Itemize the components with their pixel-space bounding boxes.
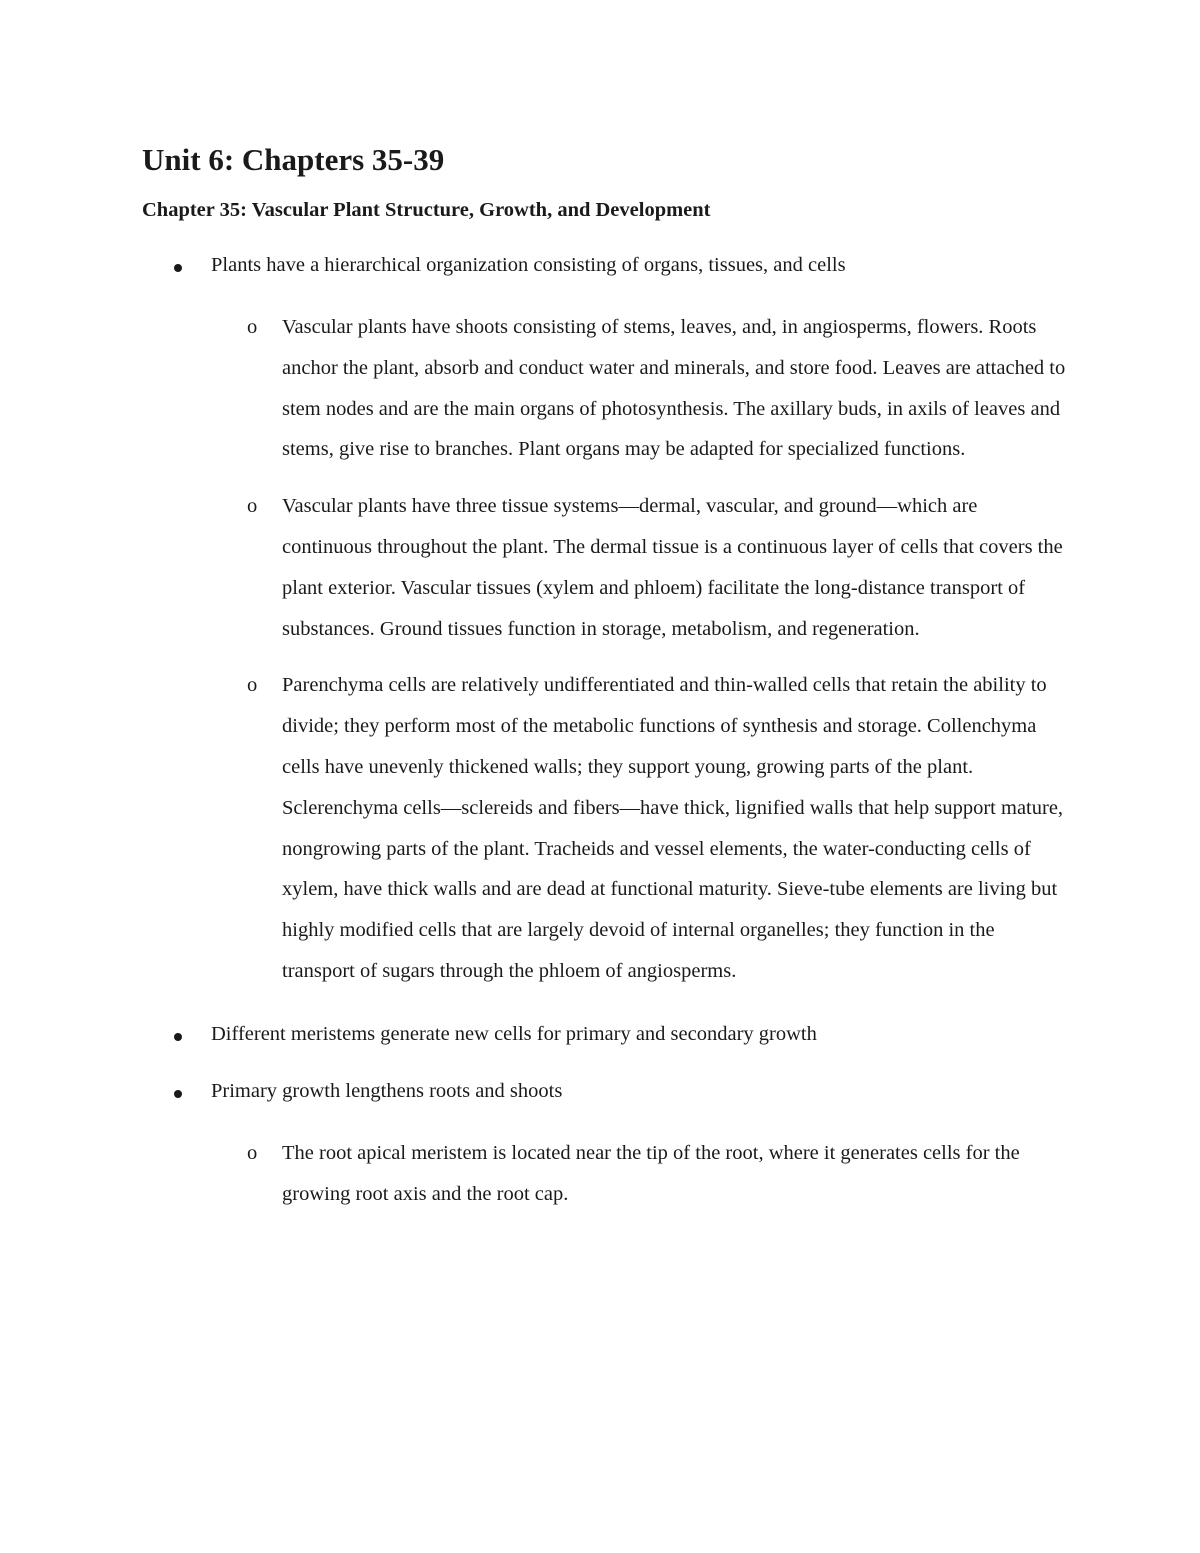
sub-item-text: Parenchyma cells are relatively undifferentiated and thin-walled cells that retain the ability to divide; they perform most of the metabolic functions of synthesis and storage. Collenchyma cells have unevenly thickened walls; they support young, growing parts of the plant. Sclerenchyma cells—sclereids and fibers—have thick, lignified walls that help support mature, nongrowing parts of the plant. Tracheids and vessel elements, the water-conducting cells of xylem, have thick walls and are dead at functional maturity. Sieve-tube elements are living but highly modified cells that are largely devoid of internal organelles; they function in the transport of sugars through the phloem of angiosperms. xyxy=(282,674,1064,982)
bullet-list xyxy=(142,251,1072,1214)
sub-bullet-icon: o xyxy=(247,1141,258,1164)
bullet-icon xyxy=(174,1090,182,1098)
sub-item xyxy=(211,486,1072,649)
sub-item xyxy=(211,665,1072,991)
document-page xyxy=(142,140,1072,1214)
sub-item-text: The root apical meristem is located near the tip of the root, where it generates cells for the growing root axis and the root cap. xyxy=(282,1141,1020,1205)
bullet-item xyxy=(142,1077,1072,1215)
sub-item xyxy=(211,1133,1072,1215)
bullet-text: Different meristems generate new cells for primary and secondary growth xyxy=(211,1022,817,1045)
bullet-text: Primary growth lengthens roots and shoots xyxy=(211,1079,563,1102)
bullet-item xyxy=(142,1020,1072,1049)
sub-bullet-icon: o xyxy=(247,495,258,518)
bullet-icon xyxy=(174,1033,182,1041)
bullet-item xyxy=(142,251,1072,992)
chapter-heading: Chapter 35: Vascular Plant Structure, Growth, and Development xyxy=(142,199,711,221)
sub-item-text: Vascular plants have shoots consisting of stems, leaves, and, in angiosperms, flowers. Roots anchor the plant, absorb and conduct water and minerals, and store food. Leaves are attached to stem nodes and are the main organs of photosynthesis. The axillary buds, in axils of leaves and stems, give rise to branches. Plant organs may be adapted for specialized functions. xyxy=(282,316,1066,461)
bullet-icon xyxy=(174,264,182,272)
bullet-text: Plants have a hierarchical organization consisting of organs, tissues, and cells xyxy=(211,254,846,276)
page-title: Unit 6: Chapters 35-39 xyxy=(142,142,445,177)
sub-list xyxy=(211,1133,1072,1215)
sub-item-text: Vascular plants have three tissue systems—dermal, vascular, and ground—which are continuous throughout the plant. The dermal tissue is a continuous layer of cells that covers the plant exterior. Vascular tissues (xylem and phloem) facilitate the long-distance transport of substances. Ground tissues function in storage, metabolism, and regeneration. xyxy=(282,495,1063,640)
sub-bullet-icon: o xyxy=(247,316,258,338)
sub-item xyxy=(211,307,1072,470)
sub-list xyxy=(211,307,1072,992)
sub-bullet-icon: o xyxy=(247,674,258,697)
